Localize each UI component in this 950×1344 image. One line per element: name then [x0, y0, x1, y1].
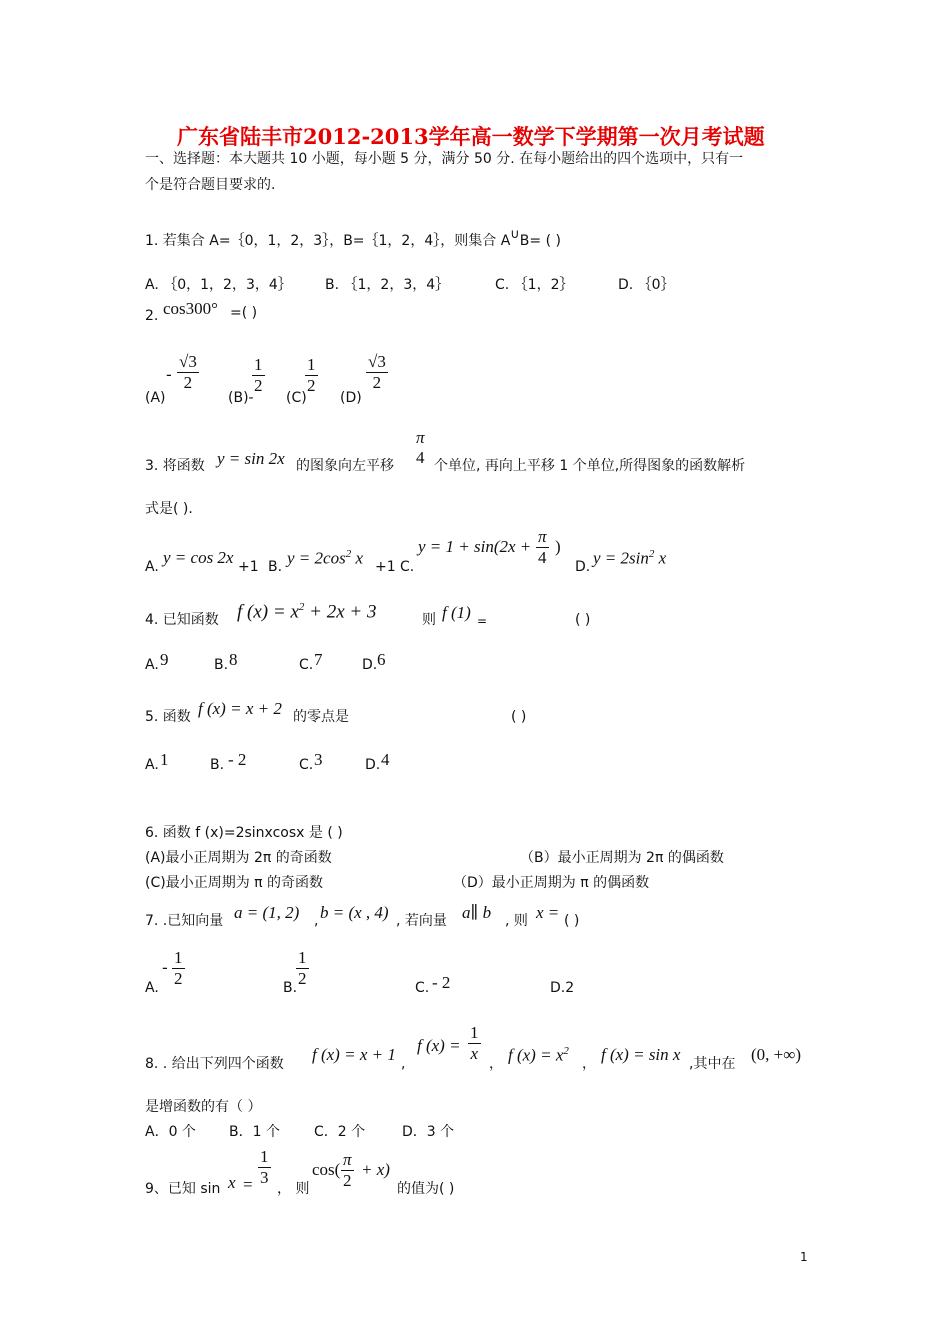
q3-stem-start: 3. 将函数 [145, 458, 205, 474]
q7-ask: x = [536, 903, 560, 922]
fraction-numerator: 1 [307, 355, 316, 374]
fraction-denominator: 2 [372, 372, 382, 392]
fraction-denominator: x [470, 1043, 479, 1063]
q4-label-d: D. [362, 657, 378, 673]
q2-label-d: (D) [340, 390, 362, 406]
expr: y = 2cos [287, 548, 346, 568]
q1-stem-text: 1. 若集合 A=｛0，1，2，3｝，B=｛1，2，4｝，则集合 A [145, 233, 511, 249]
q7-stem: 7. .已知向量 [145, 913, 224, 929]
q7-label-c: C. [415, 980, 430, 996]
q4-ask: f (1) [442, 603, 471, 622]
q3-shift-fraction [414, 428, 427, 467]
fraction-numerator: √3 [179, 352, 197, 371]
q6-option-b: （B）最小正周期为 2π 的偶函数 [520, 850, 724, 866]
q3-label-b: B. [268, 559, 283, 575]
q3-option-b [287, 548, 363, 569]
fraction-denominator: 2 [307, 375, 316, 395]
fraction-numerator: π [416, 428, 425, 447]
q6-option-d: （D）最小正周期为 π 的偶函数 [453, 875, 650, 891]
q2-equals-paren: =( ) [230, 305, 258, 321]
intro-line-2: 个是符合题目要求的. [145, 177, 276, 193]
q8-comma-1: , [401, 1056, 406, 1072]
q3-option-d [593, 548, 666, 569]
q8-function-4: f (x) = sin x [601, 1045, 681, 1064]
expr: y = 2sin [593, 548, 649, 568]
q7-vector-b: b = (x , 4) [320, 903, 389, 922]
q4-function [237, 601, 376, 624]
q3-function: y = sin 2x [217, 449, 285, 468]
fraction-numerator: 1 [470, 1023, 479, 1042]
q8-function-1: f (x) = x + 1 [312, 1045, 396, 1064]
q4-value-a: 9 [160, 650, 169, 669]
q7-value-c: - 2 [432, 973, 451, 992]
q9-stem: 9、已知 sin [145, 1181, 221, 1197]
q4-label-b: B. [214, 657, 229, 673]
q4-equals: = [477, 614, 488, 628]
fraction-numerator: 1 [254, 355, 263, 374]
q2-label-a: (A) [145, 390, 166, 406]
q6-stem: 6. 函数 f (x)=2sinxcosx 是 ( ) [145, 825, 343, 841]
page-title: 广东省陆丰市2012-2013学年高一数学下学期第一次月考试题 [177, 124, 765, 149]
q3-option-a: y = cos 2x [163, 548, 234, 567]
q2-expression: cos300° [163, 299, 218, 318]
union-symbol: ∪ [510, 227, 520, 242]
q5-stem: 5. 函数 [145, 709, 191, 725]
q9-equals: = [243, 1175, 253, 1194]
q8-stem: 8. . 给出下列四个函数 [145, 1056, 284, 1072]
q7-option-d: D.2 [550, 980, 575, 996]
q7-fraction-a [172, 948, 185, 988]
fraction-denominator: 3 [260, 1167, 269, 1187]
exponent: 2 [298, 601, 305, 613]
q1-option-c: C. ｛1，2｝ [495, 277, 574, 293]
q3-stem-mid: 的图象向左平移 [296, 458, 394, 474]
exponent: 2 [345, 548, 352, 560]
q2-label-c: (C) [286, 390, 307, 406]
q9-fraction [258, 1147, 271, 1187]
q9-cos-fraction [341, 1150, 354, 1190]
q2-minus-a: - [166, 365, 172, 384]
q4-paren: ( ) [575, 612, 591, 628]
q7-then: , 则 [505, 913, 528, 929]
q2-fraction-b [252, 355, 265, 395]
q7-mid: , 若向量 [396, 913, 447, 929]
q9-variable: x [228, 1173, 236, 1192]
q4-label-a: A. [145, 657, 159, 673]
q8-line-2: 是增函数的有（ ） [145, 1099, 262, 1115]
q8-option-a: A．0 个 [145, 1124, 196, 1140]
q3-label-c: C. [400, 559, 415, 575]
q4-value-d: 6 [377, 650, 386, 669]
fraction-denominator: 4 [416, 447, 425, 467]
q1-stem-tail: B= ( ) [519, 233, 561, 249]
q5-value-a: 1 [160, 750, 169, 769]
q7-label-b: B. [283, 980, 298, 996]
expr: f (x) = x [508, 1045, 564, 1065]
q5-label-c: C. [299, 757, 314, 773]
q4-value-c: 7 [314, 650, 323, 669]
q3-label-d: D. [575, 559, 591, 575]
q8-interval: (0, +∞) [751, 1045, 802, 1064]
q3-option-c-fraction [536, 527, 549, 567]
q3-stem-end: 个单位, 再向上平移 1 个单位,所得图象的函数解析 [434, 458, 746, 474]
q8-tail: ,其中在 [689, 1056, 736, 1072]
fraction-numerator: 1 [298, 948, 307, 967]
fraction-denominator: 2 [183, 372, 193, 392]
q8-comma-3: ， [582, 1056, 596, 1072]
q8-function-2: f (x) = [417, 1036, 461, 1055]
q5-label-d: D. [365, 757, 381, 773]
q4-value-b: 8 [229, 650, 238, 669]
q4-then: 则 [422, 612, 436, 628]
fraction-denominator: 2 [174, 968, 183, 988]
fraction-numerator: π [538, 527, 547, 546]
fraction-denominator: 2 [298, 968, 307, 988]
q1-option-d: D. ｛0｝ [618, 277, 675, 293]
q3-line-2: 式是( ). [145, 501, 193, 517]
q4-label-c: C. [299, 657, 314, 673]
q7-fraction-b [296, 948, 309, 988]
var: x [654, 548, 667, 568]
fraction-denominator: 2 [254, 375, 263, 395]
expr: f (x) = x [237, 601, 299, 623]
q2-fraction-a [177, 352, 199, 392]
q3-option-c: y = 1 + sin(2x + [418, 537, 532, 556]
fraction-denominator: 2 [343, 1170, 352, 1190]
q7-comma: , [314, 913, 319, 929]
q8-function-3 [508, 1045, 569, 1066]
fraction-numerator: 1 [174, 948, 183, 967]
q7-label-a: A. [145, 980, 159, 996]
q9-then: ， 则 [277, 1181, 310, 1197]
q9-cos: cos( [312, 1160, 341, 1179]
q5-value-c: 3 [314, 750, 323, 769]
q8-option-d: D．3 个 [402, 1124, 455, 1140]
q7-vector-a: a = (1, 2) [234, 903, 300, 922]
q9-cos-rest: + x) [361, 1160, 390, 1179]
q9-tail: 的值为( ) [397, 1181, 455, 1197]
q2-fraction-c [305, 355, 318, 395]
q6-option-c: (C)最小正周期为 π 的奇函数 [145, 875, 324, 891]
q3-option-b-tail: +1 [375, 559, 396, 575]
q3-label-a: A. [145, 559, 159, 575]
q1-option-a: A. ｛0，1，2，3，4｝ [145, 277, 292, 293]
q8-function-2-fraction [468, 1023, 481, 1063]
q5-label-a: A. [145, 757, 159, 773]
fraction-denominator: 4 [538, 547, 547, 567]
q2-label-b: (B)- [228, 390, 254, 406]
q4-stem: 4. 已知函数 [145, 612, 219, 628]
q5-tail: 的零点是 [293, 709, 349, 725]
page-number: 1 [800, 1250, 808, 1264]
var: x [351, 548, 363, 568]
q5-value-d: 4 [381, 750, 390, 769]
q8-option-c: C．2 个 [314, 1124, 366, 1140]
q3-option-c-close: ) [555, 537, 561, 556]
q7-parallel: a∥ b [462, 903, 492, 922]
q2-fraction-d [366, 352, 388, 392]
q1-stem [145, 227, 561, 250]
q2-number: 2. [145, 308, 159, 324]
exponent: 2 [563, 1045, 569, 1057]
q1-option-b: B. ｛1，2，3，4｝ [325, 277, 450, 293]
expr-rest: + 2x + 3 [304, 601, 377, 623]
q7-minus-a: - [162, 958, 168, 977]
intro-line-1: 一、选择题：本大题共 10 小题，每小题 5 分，满分 50 分. 在每小题给出的四个选项中，只有一 [145, 151, 744, 167]
q5-function: f (x) = x + 2 [198, 699, 282, 718]
q8-option-b: B．1 个 [229, 1124, 280, 1140]
q5-label-b: B. [210, 757, 225, 773]
fraction-numerator: √3 [368, 352, 386, 371]
q7-paren: ( ) [564, 913, 580, 929]
q6-option-a: (A)最小正周期为 2π 的奇函数 [145, 850, 332, 866]
q5-paren: ( ) [511, 709, 527, 725]
q8-comma-2: ， [489, 1056, 503, 1072]
fraction-numerator: 1 [260, 1147, 269, 1166]
q3-option-a-tail: +1 [238, 559, 259, 575]
fraction-numerator: π [343, 1150, 352, 1169]
exponent: 2 [648, 548, 655, 560]
q5-value-b: - 2 [228, 750, 247, 769]
